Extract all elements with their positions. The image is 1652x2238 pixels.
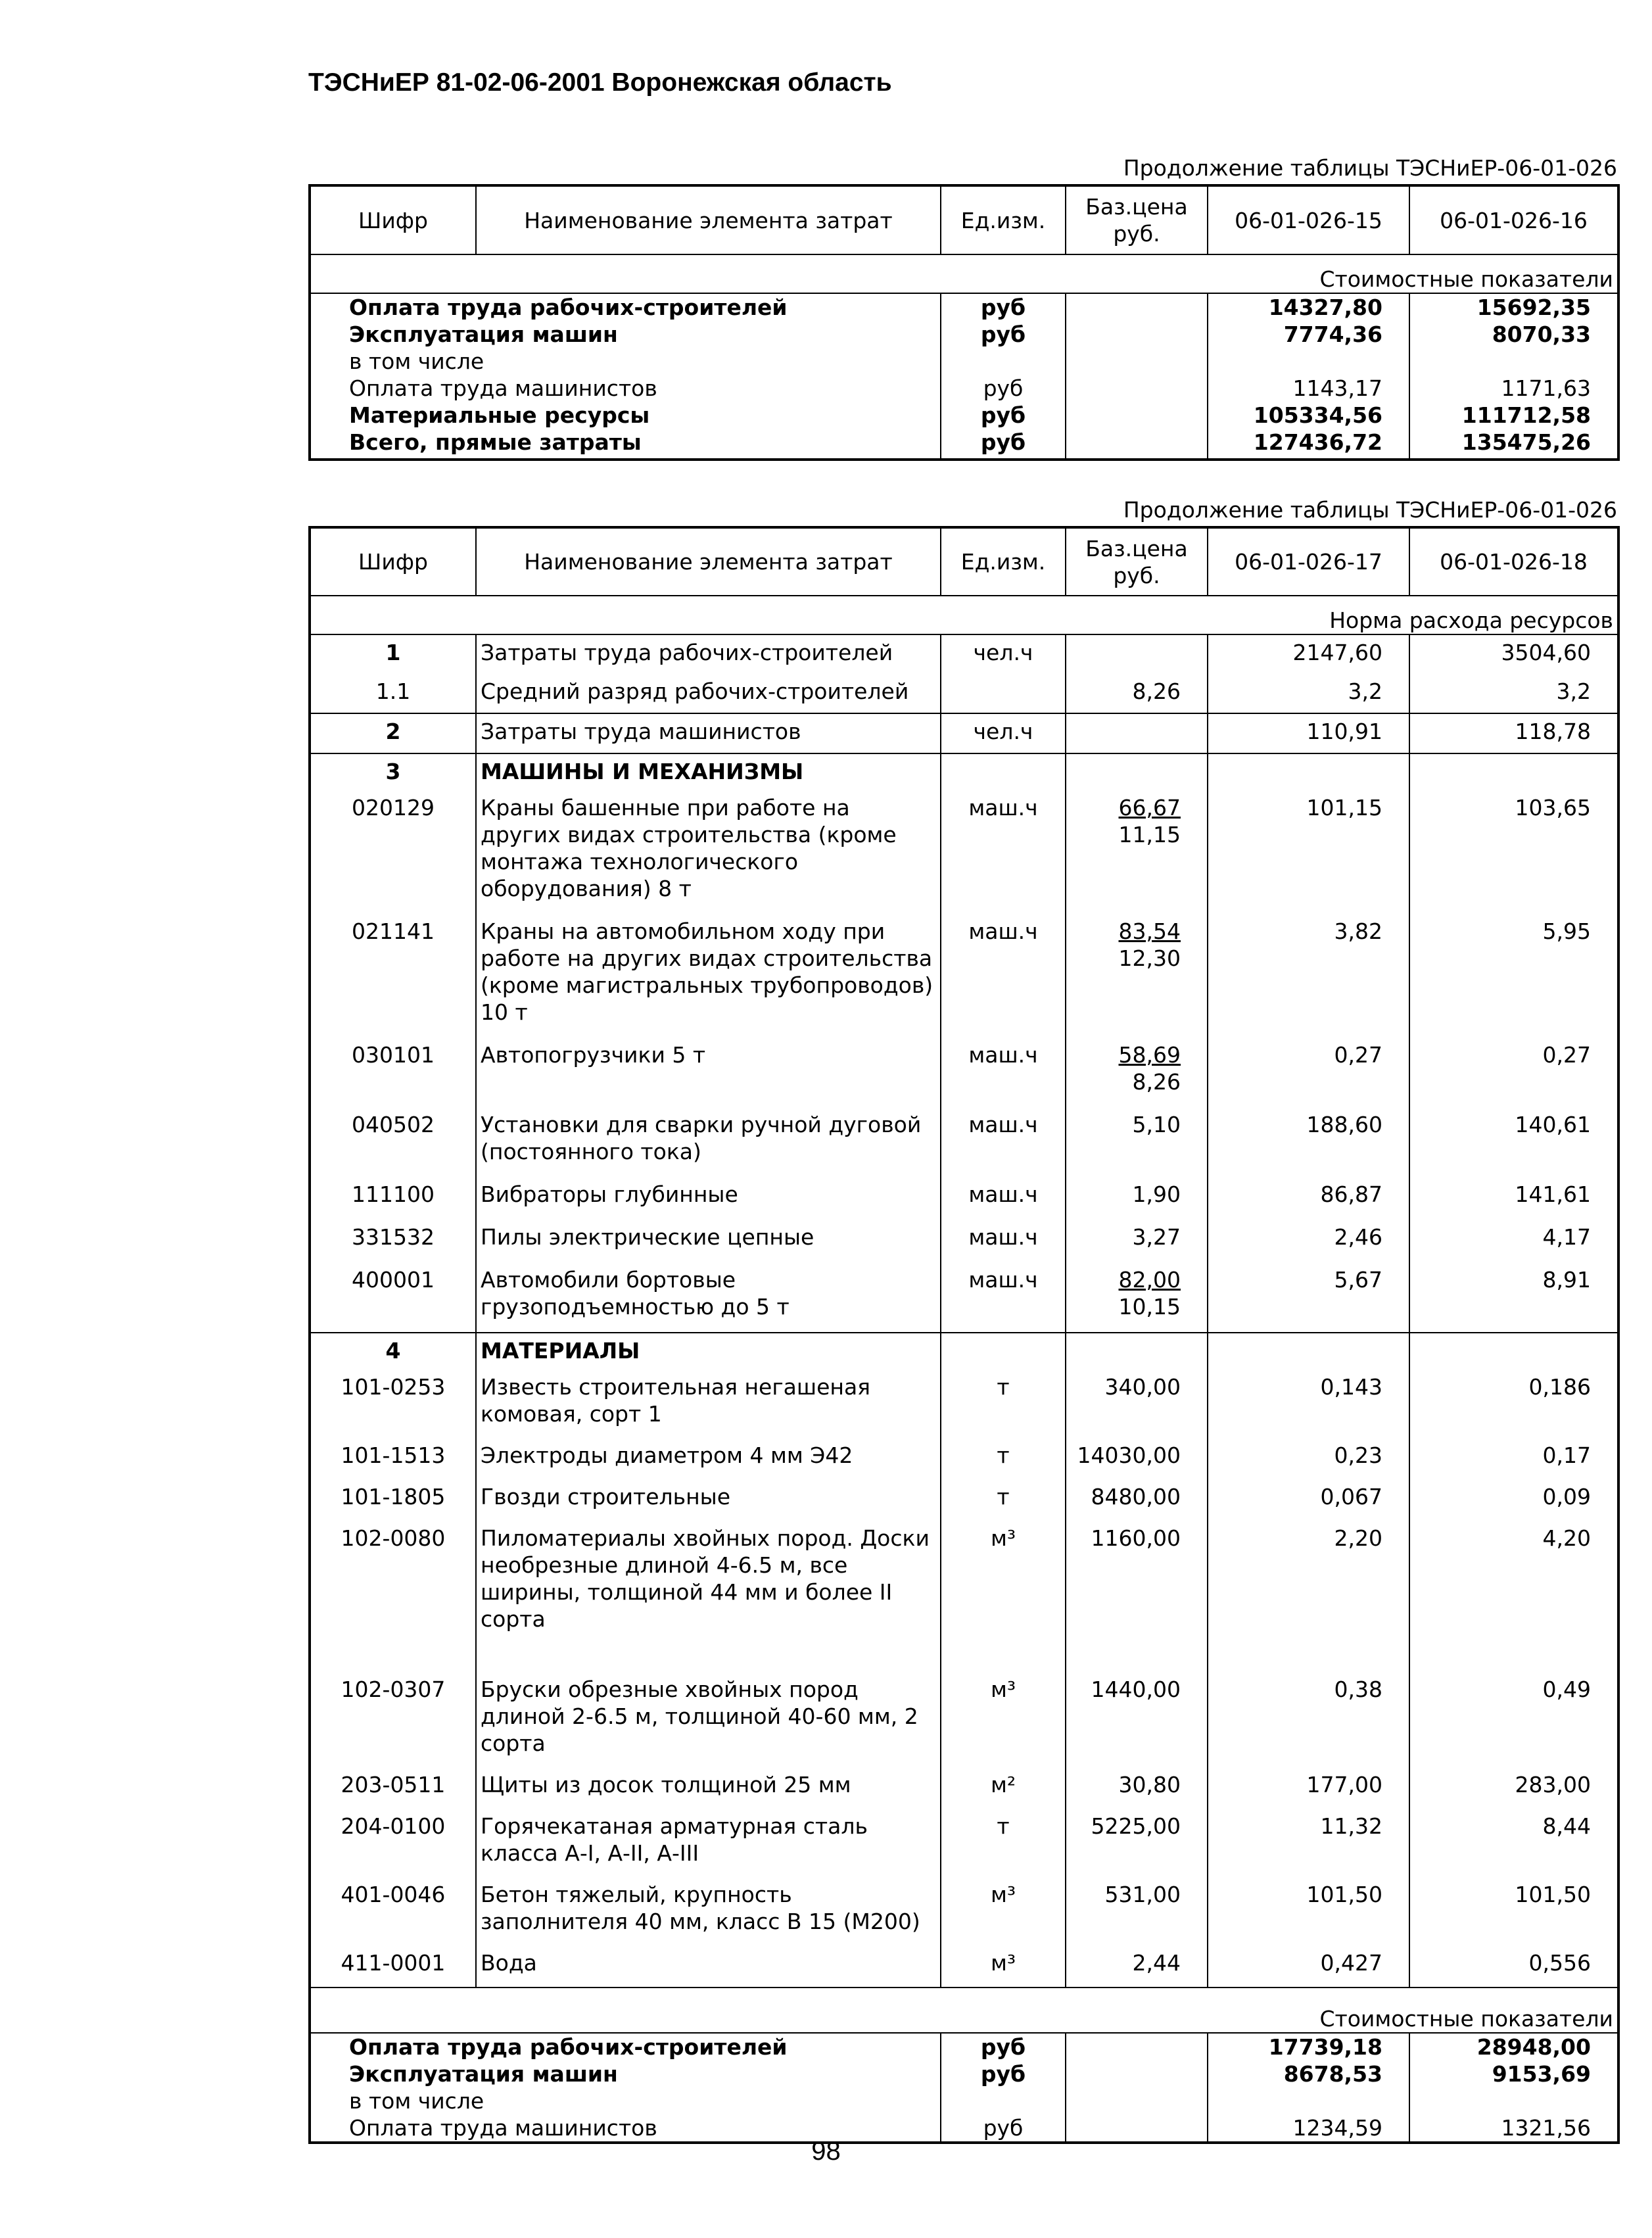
resource-code: 401-0046 xyxy=(310,1877,476,1945)
resource-code: 331532 xyxy=(310,1220,476,1262)
page-number: 98 xyxy=(811,2137,841,2166)
resource-unit: м³ xyxy=(941,1672,1066,1767)
header-col-15: 06-01-026-15 xyxy=(1208,185,1409,254)
resource-base-price xyxy=(1066,1333,1208,1369)
cost-base-price xyxy=(1066,2060,1208,2087)
base-price-value: 531,00 xyxy=(1104,1882,1181,1907)
resource-code: 2 xyxy=(310,713,476,753)
resource-row xyxy=(310,713,1618,753)
cost-value-16: 111712,58 xyxy=(1409,402,1618,429)
cost-value-15: 14327,80 xyxy=(1208,293,1409,321)
cost-name: в том числе xyxy=(310,2087,941,2114)
resource-unit xyxy=(941,1333,1066,1369)
table2-section-row xyxy=(310,596,1618,634)
resource-value-18: 0,49 xyxy=(1409,1672,1618,1767)
resource-base-price xyxy=(1066,1945,1208,1988)
resource-value-18: 3504,60 xyxy=(1409,634,1618,674)
resource-value-17: 101,50 xyxy=(1208,1877,1409,1945)
cost-base-price xyxy=(1066,293,1208,321)
resource-name: Затраты труда рабочих-строителей xyxy=(476,634,941,674)
resource-value-17: 188,60 xyxy=(1208,1107,1409,1177)
resource-value-18: 103,65 xyxy=(1409,790,1618,914)
cost-name: Всего, прямые затраты xyxy=(310,429,941,460)
resource-value-18: 118,78 xyxy=(1409,713,1618,753)
cost-base-price xyxy=(1066,2033,1208,2060)
resource-value-17: 5,67 xyxy=(1208,1262,1409,1333)
cost-unit: руб xyxy=(941,2033,1066,2060)
base-price-value: 2,44 xyxy=(1132,1950,1181,1976)
resource-name: Краны на автомобильном ходу при работе на других видах строительства (кроме магистральных трубопроводов) 10 т xyxy=(476,914,941,1037)
resource-unit: м³ xyxy=(941,1945,1066,1988)
base-price-secondary-value: 8,26 xyxy=(1132,1069,1181,1095)
resource-base-price xyxy=(1066,1037,1208,1107)
cost-row xyxy=(310,293,1618,321)
cost-name: Оплата труда рабочих-строителей xyxy=(310,2033,941,2060)
cost-base-price xyxy=(1066,2087,1208,2114)
resource-name: Автомобили бортовые грузоподъемностью до 5 т xyxy=(476,1262,941,1333)
resource-base-price xyxy=(1066,1809,1208,1877)
resource-value-18: 4,20 xyxy=(1409,1521,1618,1672)
resource-value-18: 141,61 xyxy=(1409,1177,1618,1220)
resource-name: Бетон тяжелый, крупность заполнителя 40 мм, класс В 15 (М200) xyxy=(476,1877,941,1945)
resource-value-17: 2,46 xyxy=(1208,1220,1409,1262)
resource-base-price xyxy=(1066,1107,1208,1177)
cost-value-15: 105334,56 xyxy=(1208,402,1409,429)
resource-row xyxy=(310,1672,1618,1767)
header-base-price: Баз.цена руб. xyxy=(1066,527,1208,596)
resource-unit: чел.ч xyxy=(941,634,1066,674)
resource-value-17: 3,82 xyxy=(1208,914,1409,1037)
resource-table-17-18 xyxy=(308,526,1620,2144)
resource-value-18: 8,44 xyxy=(1409,1809,1618,1877)
resource-value-17: 2,20 xyxy=(1208,1521,1409,1672)
resource-value-17: 11,32 xyxy=(1208,1809,1409,1877)
cost-unit: руб xyxy=(941,321,1066,348)
resource-unit xyxy=(941,674,1066,713)
base-price-secondary-value: 12,30 xyxy=(1118,945,1181,971)
cost-row xyxy=(310,348,1618,375)
base-price-value: 1,90 xyxy=(1132,1181,1181,1207)
cost-base-price xyxy=(1066,321,1208,348)
resource-unit: маш.ч xyxy=(941,1262,1066,1333)
resource-value-18: 283,00 xyxy=(1409,1767,1618,1809)
resource-name: Электроды диаметром 4 мм Э42 xyxy=(476,1438,941,1479)
cost-value-17: 8678,53 xyxy=(1208,2060,1409,2087)
resource-code: 400001 xyxy=(310,1262,476,1333)
resource-row xyxy=(310,1262,1618,1333)
base-price-value: 82,00 xyxy=(1118,1267,1181,1293)
header-unit: Ед.изм. xyxy=(941,185,1066,254)
resource-value-18: 0,556 xyxy=(1409,1945,1618,1988)
resource-value-17: 0,143 xyxy=(1208,1369,1409,1438)
resource-unit: т xyxy=(941,1369,1066,1438)
resource-unit: маш.ч xyxy=(941,1107,1066,1177)
resource-unit: маш.ч xyxy=(941,1037,1066,1107)
resource-base-price xyxy=(1066,1177,1208,1220)
resource-value-18: 0,09 xyxy=(1409,1479,1618,1521)
cost-table-15-16 xyxy=(308,184,1620,461)
resource-code: 020129 xyxy=(310,790,476,914)
resource-base-price xyxy=(1066,674,1208,713)
cost-name: Оплата труда машинистов xyxy=(310,2114,941,2143)
cost-value-17 xyxy=(1208,2087,1409,2114)
base-price-value: 8,26 xyxy=(1132,679,1181,704)
cost-value-17: 1234,59 xyxy=(1208,2114,1409,2143)
header-code: Шифр xyxy=(310,185,476,254)
base-price-value: 5,10 xyxy=(1132,1112,1181,1137)
resource-name: Автопогрузчики 5 т xyxy=(476,1037,941,1107)
cost-unit: руб xyxy=(941,402,1066,429)
table1-section-row xyxy=(310,254,1618,293)
resource-name: Затраты труда машинистов xyxy=(476,713,941,753)
resource-base-price xyxy=(1066,1262,1208,1333)
cost-value-18: 28948,00 xyxy=(1409,2033,1618,2060)
cost-value-16: 8070,33 xyxy=(1409,321,1618,348)
resource-row xyxy=(310,1767,1618,1809)
resource-base-price xyxy=(1066,914,1208,1037)
resource-value-17: 0,427 xyxy=(1208,1945,1409,1988)
section-label: Стоимостные показатели xyxy=(310,1988,1618,2033)
resource-base-price xyxy=(1066,713,1208,753)
cost-value-15: 7774,36 xyxy=(1208,321,1409,348)
resource-value-18: 140,61 xyxy=(1409,1107,1618,1177)
cost-value-16: 135475,26 xyxy=(1409,429,1618,460)
resource-code: 203-0511 xyxy=(310,1767,476,1809)
resource-code: 111100 xyxy=(310,1177,476,1220)
resource-code: 411-0001 xyxy=(310,1945,476,1988)
resource-row xyxy=(310,753,1618,790)
resource-value-18: 101,50 xyxy=(1409,1877,1618,1945)
resource-value-18: 0,17 xyxy=(1409,1438,1618,1479)
cost-unit: руб xyxy=(941,2114,1066,2143)
resource-value-17: 0,23 xyxy=(1208,1438,1409,1479)
resource-unit xyxy=(941,753,1066,790)
base-price-value: 5225,00 xyxy=(1091,1813,1181,1839)
resource-code: 1 xyxy=(310,634,476,674)
resource-row xyxy=(310,634,1618,674)
resource-code: 040502 xyxy=(310,1107,476,1177)
cost-row xyxy=(310,2087,1618,2114)
resource-value-17 xyxy=(1208,1333,1409,1369)
cost-base-price xyxy=(1066,375,1208,402)
resource-value-17: 0,067 xyxy=(1208,1479,1409,1521)
resource-value-18: 5,95 xyxy=(1409,914,1618,1037)
base-price-value: 1440,00 xyxy=(1091,1677,1181,1702)
base-price-value: 8480,00 xyxy=(1091,1484,1181,1510)
cost-name: Оплата труда машинистов xyxy=(310,375,941,402)
base-price-secondary-value: 10,15 xyxy=(1118,1294,1181,1320)
resource-row xyxy=(310,1333,1618,1369)
resource-value-18: 0,186 xyxy=(1409,1369,1618,1438)
cost-row xyxy=(310,429,1618,460)
cost-unit xyxy=(941,348,1066,375)
resource-unit: т xyxy=(941,1479,1066,1521)
resource-code: 1.1 xyxy=(310,674,476,713)
cost-row xyxy=(310,2060,1618,2087)
cost-name: Материальные ресурсы xyxy=(310,402,941,429)
resource-base-price xyxy=(1066,753,1208,790)
cost-value-18 xyxy=(1409,2087,1618,2114)
cost-row xyxy=(310,2033,1618,2060)
resource-row xyxy=(310,1177,1618,1220)
resource-base-price xyxy=(1066,1220,1208,1262)
resource-value-17: 101,15 xyxy=(1208,790,1409,914)
resource-name: МАШИНЫ И МЕХАНИЗМЫ xyxy=(476,753,941,790)
cost-unit: руб xyxy=(941,429,1066,460)
cost-row xyxy=(310,402,1618,429)
cost-name: Оплата труда рабочих-строителей xyxy=(310,293,941,321)
table2-continuation-label: Продолжение таблицы ТЭСНиЕР-06-01-026 xyxy=(1123,497,1617,523)
resource-unit: м³ xyxy=(941,1877,1066,1945)
cost-value-16: 1171,63 xyxy=(1409,375,1618,402)
resource-name: Пилы электрические цепные xyxy=(476,1220,941,1262)
base-price-value: 3,27 xyxy=(1132,1224,1181,1250)
resource-row xyxy=(310,674,1618,713)
resource-name: МАТЕРИАЛЫ xyxy=(476,1333,941,1369)
resource-value-17: 3,2 xyxy=(1208,674,1409,713)
resource-row xyxy=(310,1037,1618,1107)
resource-value-18: 0,27 xyxy=(1409,1037,1618,1107)
resource-name: Известь строительная негашеная комовая, сорт 1 xyxy=(476,1369,941,1438)
table1-continuation-label: Продолжение таблицы ТЭСНиЕР-06-01-026 xyxy=(1123,155,1617,181)
resource-name: Средний разряд рабочих-строителей xyxy=(476,674,941,713)
resource-unit: маш.ч xyxy=(941,1177,1066,1220)
resource-base-price xyxy=(1066,790,1208,914)
cost-unit: руб xyxy=(941,2060,1066,2087)
resource-code: 101-0253 xyxy=(310,1369,476,1438)
resource-row xyxy=(310,1945,1618,1988)
resource-value-17: 86,87 xyxy=(1208,1177,1409,1220)
resource-unit: м³ xyxy=(941,1521,1066,1672)
resource-value-18: 8,91 xyxy=(1409,1262,1618,1333)
resource-code: 101-1513 xyxy=(310,1438,476,1479)
cost-value-15: 127436,72 xyxy=(1208,429,1409,460)
resource-value-18: 4,17 xyxy=(1409,1220,1618,1262)
resource-value-17: 177,00 xyxy=(1208,1767,1409,1809)
resource-code: 030101 xyxy=(310,1037,476,1107)
base-price-value: 58,69 xyxy=(1118,1042,1181,1068)
resource-row xyxy=(310,1107,1618,1177)
resource-code: 101-1805 xyxy=(310,1479,476,1521)
resource-row xyxy=(310,1521,1618,1672)
header-col-18: 06-01-026-18 xyxy=(1409,527,1618,596)
resource-base-price xyxy=(1066,1767,1208,1809)
resource-name: Бруски обрезные хвойных пород длиной 2-6.5 м, толщиной 40-60 мм, 2 сорта xyxy=(476,1672,941,1767)
cost-value-16: 15692,35 xyxy=(1409,293,1618,321)
resource-base-price xyxy=(1066,1369,1208,1438)
resource-name: Вода xyxy=(476,1945,941,1988)
resource-row xyxy=(310,1809,1618,1877)
header-code: Шифр xyxy=(310,527,476,596)
section-label: Стоимостные показатели xyxy=(310,254,1618,293)
resource-unit: маш.ч xyxy=(941,914,1066,1037)
section-label: Норма расхода ресурсов xyxy=(310,596,1618,634)
cost-row xyxy=(310,321,1618,348)
resource-row xyxy=(310,1479,1618,1521)
resource-value-18 xyxy=(1409,1333,1618,1369)
resource-base-price xyxy=(1066,1438,1208,1479)
header-name: Наименование элемента затрат xyxy=(476,185,941,254)
cost-unit: руб xyxy=(941,375,1066,402)
cost-base-price xyxy=(1066,402,1208,429)
resource-name: Горячекатаная арматурная сталь класса А-I, А-II, А-III xyxy=(476,1809,941,1877)
cost-base-price xyxy=(1066,429,1208,460)
resource-row xyxy=(310,790,1618,914)
resource-value-17: 110,91 xyxy=(1208,713,1409,753)
resource-unit: т xyxy=(941,1438,1066,1479)
resource-unit: маш.ч xyxy=(941,790,1066,914)
resource-code: 204-0100 xyxy=(310,1809,476,1877)
base-price-value: 66,67 xyxy=(1118,795,1181,821)
cost-value-18: 9153,69 xyxy=(1409,2060,1618,2087)
resource-code: 021141 xyxy=(310,914,476,1037)
resource-value-17 xyxy=(1208,753,1409,790)
resource-base-price xyxy=(1066,1521,1208,1672)
resource-value-18 xyxy=(1409,753,1618,790)
resource-row xyxy=(310,1877,1618,1945)
resource-code: 102-0080 xyxy=(310,1521,476,1672)
resource-value-18: 3,2 xyxy=(1409,674,1618,713)
resource-base-price xyxy=(1066,634,1208,674)
resource-row xyxy=(310,1438,1618,1479)
base-price-value: 83,54 xyxy=(1118,918,1181,944)
table2-cost-section-row xyxy=(310,1988,1618,2033)
base-price-value: 30,80 xyxy=(1118,1772,1181,1798)
resource-unit: маш.ч xyxy=(941,1220,1066,1262)
resource-row xyxy=(310,1220,1618,1262)
cost-value-17: 17739,18 xyxy=(1208,2033,1409,2060)
document-title: ТЭСНиЕР 81-02-06-2001 Воронежская область xyxy=(308,68,892,97)
cost-name: Эксплуатация машин xyxy=(310,2060,941,2087)
resource-unit: м² xyxy=(941,1767,1066,1809)
header-col-16: 06-01-026-16 xyxy=(1409,185,1618,254)
resource-row xyxy=(310,1369,1618,1438)
header-base-price: Баз.цена руб. xyxy=(1066,185,1208,254)
base-price-value: 1160,00 xyxy=(1091,1525,1181,1551)
resource-name: Щиты из досок толщиной 25 мм xyxy=(476,1767,941,1809)
resource-name: Вибраторы глубинные xyxy=(476,1177,941,1220)
resource-value-17: 2147,60 xyxy=(1208,634,1409,674)
header-name: Наименование элемента затрат xyxy=(476,527,941,596)
resource-base-price xyxy=(1066,1479,1208,1521)
resource-code: 3 xyxy=(310,753,476,790)
resource-name: Гвозди строительные xyxy=(476,1479,941,1521)
cost-name: Эксплуатация машин xyxy=(310,321,941,348)
resource-value-17: 0,27 xyxy=(1208,1037,1409,1107)
resource-base-price xyxy=(1066,1877,1208,1945)
cost-value-15 xyxy=(1208,348,1409,375)
resource-unit: чел.ч xyxy=(941,713,1066,753)
base-price-value: 340,00 xyxy=(1104,1374,1181,1400)
resource-name: Краны башенные при работе на других видах строительства (кроме монтажа технологического оборудования) 8 т xyxy=(476,790,941,914)
resource-code: 102-0307 xyxy=(310,1672,476,1767)
resource-base-price xyxy=(1066,1672,1208,1767)
header-unit: Ед.изм. xyxy=(941,527,1066,596)
resource-unit: т xyxy=(941,1809,1066,1877)
cost-value-16 xyxy=(1409,348,1618,375)
header-col-17: 06-01-026-17 xyxy=(1208,527,1409,596)
cost-name: в том числе xyxy=(310,348,941,375)
cost-unit xyxy=(941,2087,1066,2114)
resource-row xyxy=(310,914,1618,1037)
base-price-secondary-value: 11,15 xyxy=(1118,822,1181,847)
cost-row xyxy=(310,375,1618,402)
base-price-value: 14030,00 xyxy=(1077,1442,1181,1468)
resource-name: Установки для сварки ручной дуговой (постоянного тока) xyxy=(476,1107,941,1177)
resource-name: Пиломатериалы хвойных пород. Доски необрезные длиной 4-6.5 м, все ширины, толщиной 44 мм и более II сорта xyxy=(476,1521,941,1672)
cost-value-15: 1143,17 xyxy=(1208,375,1409,402)
cost-value-18: 1321,56 xyxy=(1409,2114,1618,2143)
resource-code: 4 xyxy=(310,1333,476,1369)
cost-unit: руб xyxy=(941,293,1066,321)
resource-value-17: 0,38 xyxy=(1208,1672,1409,1767)
cost-base-price xyxy=(1066,348,1208,375)
